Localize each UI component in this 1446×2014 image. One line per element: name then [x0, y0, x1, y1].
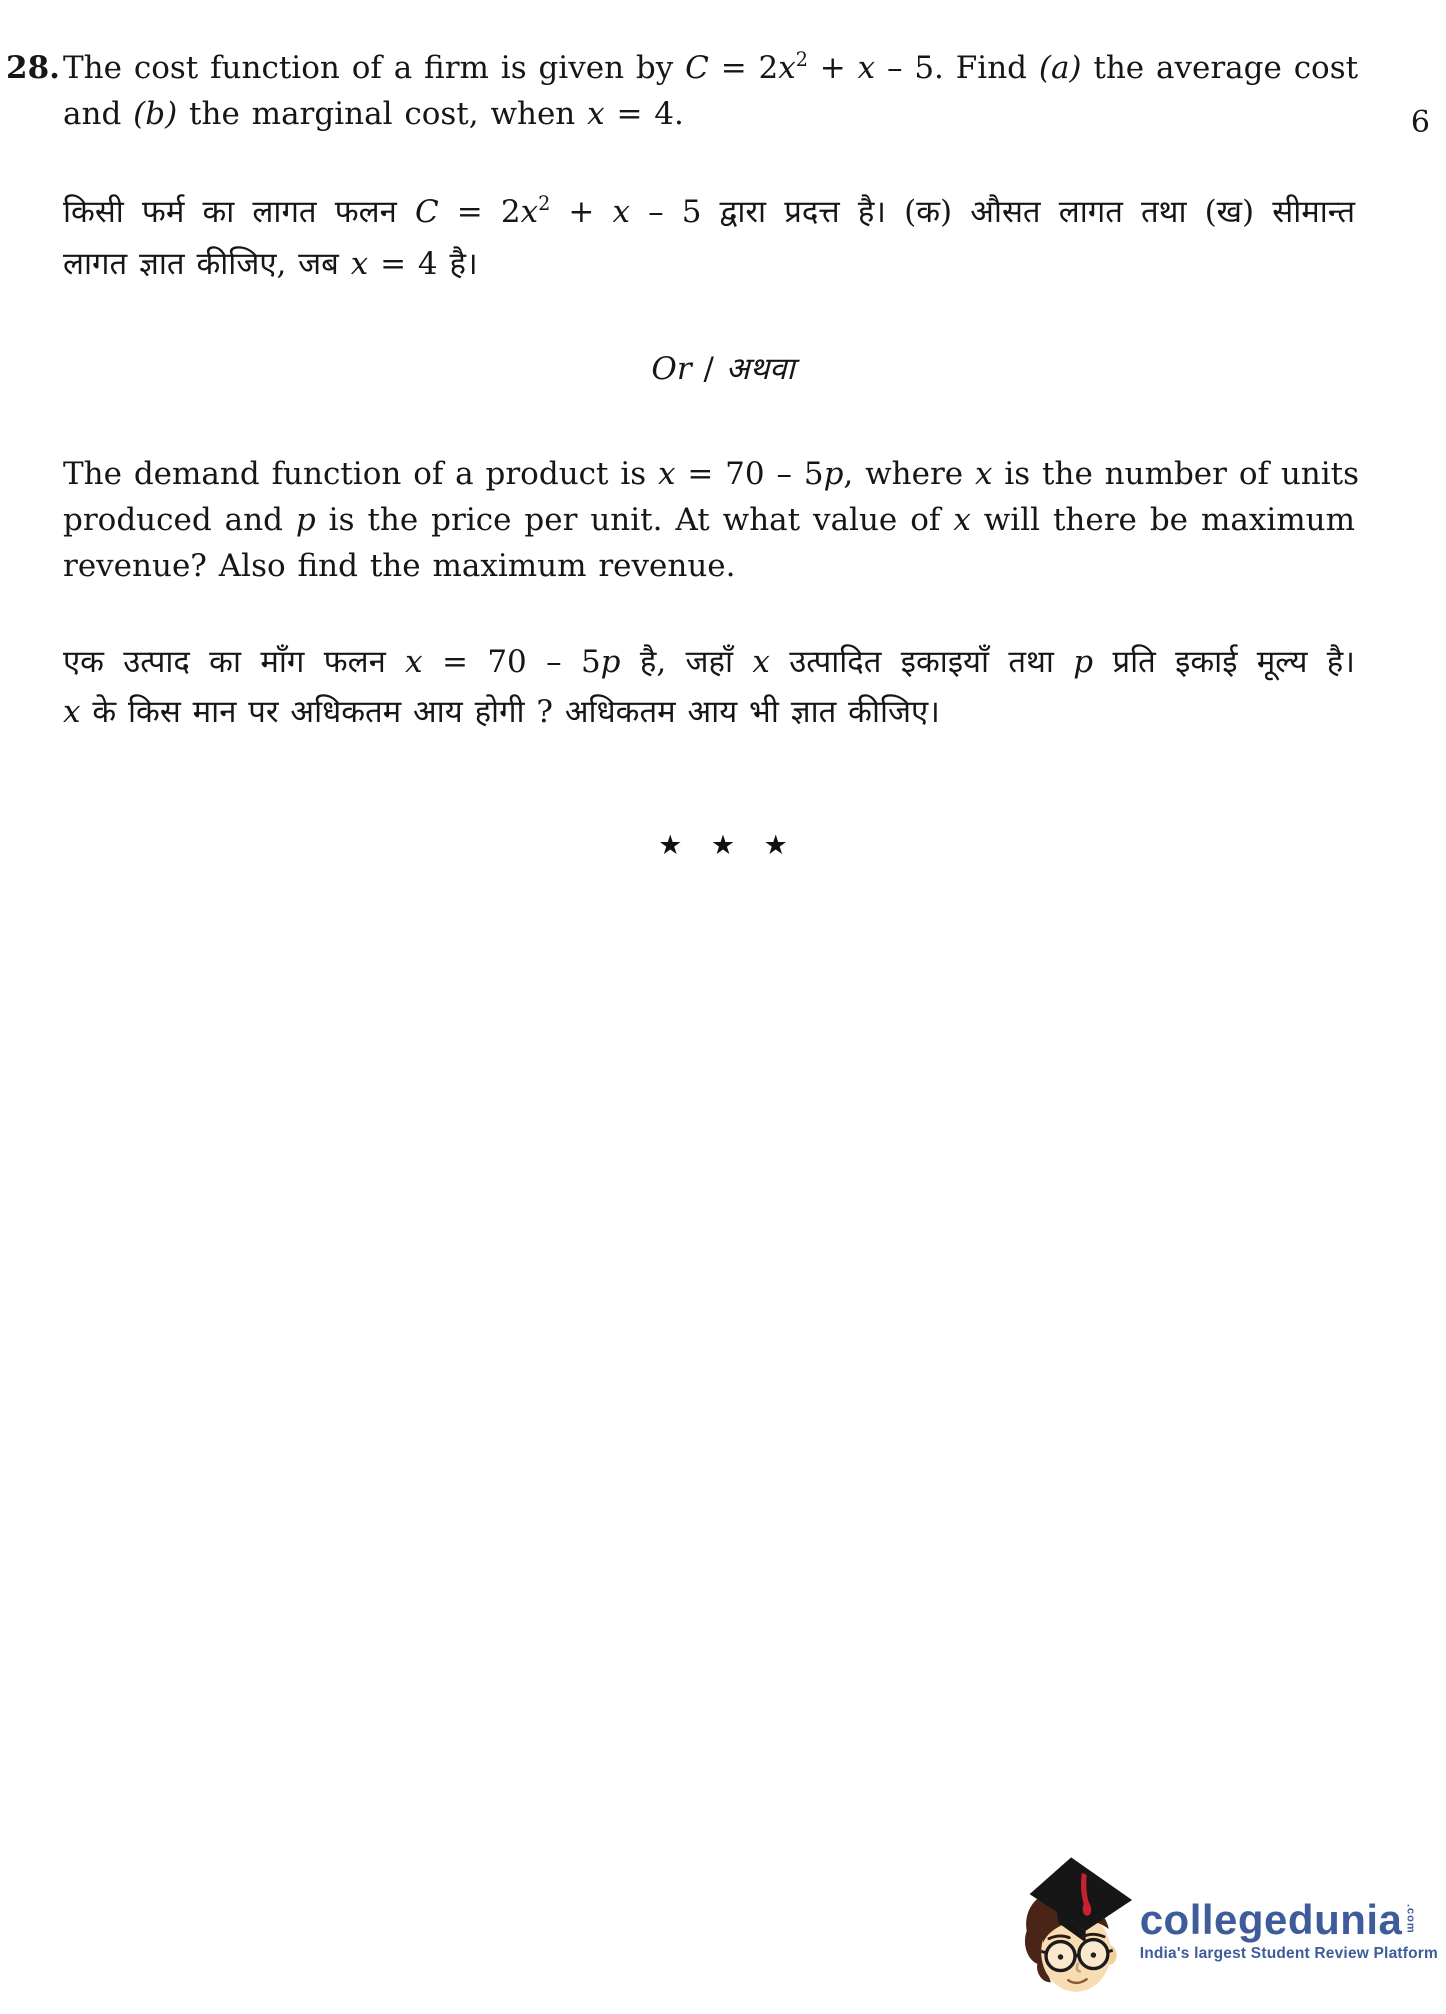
collegedunia-brand-tld: .com	[1404, 1904, 1417, 1934]
collegedunia-logo	[1018, 1853, 1438, 2008]
question-marks: 6	[1410, 105, 1430, 140]
collegedunia-logo-text	[1140, 1898, 1438, 1963]
collegedunia-mascot-icon	[1018, 1853, 1134, 2008]
collegedunia-brand-name: collegedunia	[1139, 1896, 1403, 1943]
alternate-question-text-hindi: एक उत्पाद का माँग फलन x = 70 – 5p है, जहाँ x उत्पादित इकाइयाँ तथा p प्रति इकाई मूल्य है। x के किस मान पर अधिकतम आय होगी ? अधिकतम आय भी ज्ञात कीजिए।	[63, 644, 1355, 730]
or-divider: Or / अथवा	[651, 351, 795, 387]
question-number: 28.	[6, 50, 60, 86]
question-text-english: The cost function of a firm is given by $C = 2x^2 + x - 5$. Find (a) the average cost and (b) the marginal cost, when x = 4.	[63, 48, 1359, 132]
end-of-paper-stars: ★ ★ ★	[658, 830, 788, 861]
alternate-question-text-english: The demand function of a product is x = 70 – 5p, where x is the number of units produced and p is the price per unit. At what value of x will there be maximum revenue? Also find the maximum revenue.	[63, 456, 1360, 584]
question-text-hindi: किसी फर्म का लागत फलन $C = 2x^2 + x - 5$ द्वारा प्रदत्त है। (क) औसत लागत तथा (ख) सीमान्त लागत ज्ञात कीजिए, जब x = 4 है।	[63, 192, 1356, 282]
collegedunia-tagline: India's largest Student Review Platform	[1139, 1945, 1438, 1962]
